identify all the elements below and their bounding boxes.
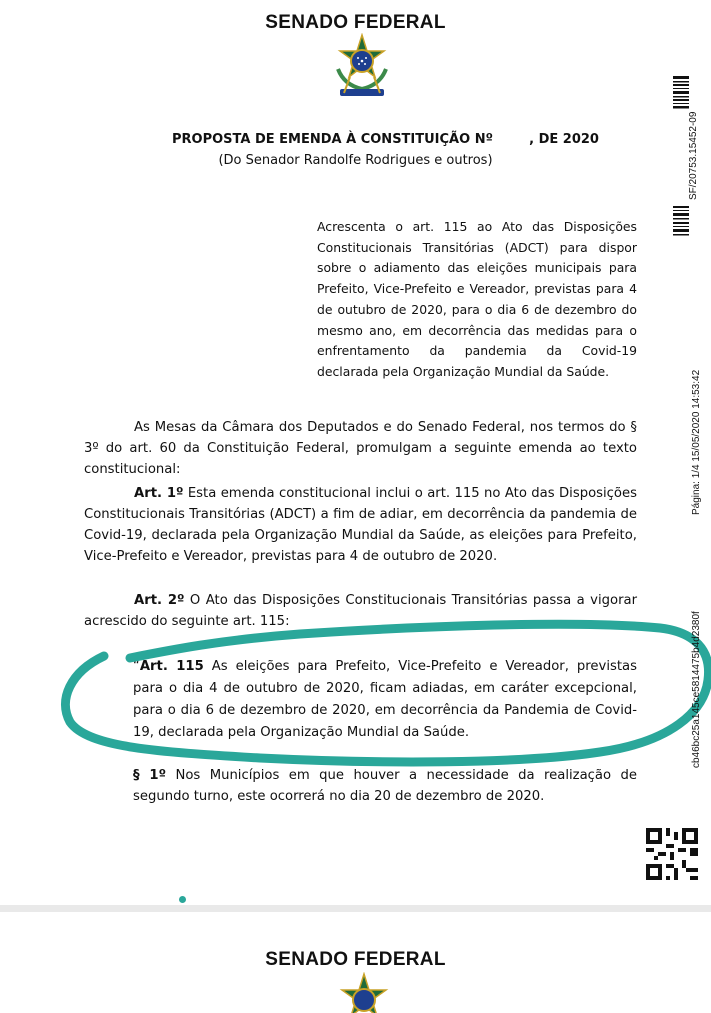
ementa-text: Acrescenta o art. 115 ao Ato das Disposições Constitucionais Transitórias (ADCT) para dispor sobre o adiamento das eleições municipais para Prefeito, Vice-Prefeito e Vereador, previstas para 4 de outubro de 2020, para o dia 6 de dezembro do mesmo ano, em decorrência das medidas para o enfrentamento da pandemia da Covid-19 declarada pela Organização Mundial da Saúde. (317, 219, 637, 379)
document-page-2 (0, 912, 711, 1013)
article-2-text: O Ato das Disposições Constitucionais Transitórias passa a vigorar acrescido do seguinte art. 115: (84, 593, 637, 629)
article-2-label: Art. 2º (134, 593, 185, 608)
paragraph-1-label: § 1º (133, 768, 167, 783)
article-1-text: Esta emenda constitucional inclui o art. 115 no Ato das Disposições Constitucionais Transitórias (ADCT) a fim de adiar, em decorrência da pandemia de Covid-19, declarada pela Organização Mundial da Saúde, as eleições para Prefeito, Vice-Prefeito e Vereador, previstas para 4 de outubro de 2020. (84, 486, 637, 564)
institution-title: SENADO FEDERAL (265, 12, 446, 33)
proposal-author: (Do Senador Randolfe Rodrigues e outros) (218, 153, 493, 168)
article-115-text: As eleições para Prefeito, Vice-Prefeito e Vereador, previstas para o dia 4 de outubro de 2020, ficam adiadas, em caráter excepcional, para o dia 6 de dezembro de 2020, em decorrência da Pandemia de Covid-19, declarada pela Organização Mundial da Saúde. (133, 659, 637, 740)
proposal-title: PROPOSTA DE EMENDA À CONSTITUIÇÃO Nº , DE 2020 (172, 132, 599, 147)
qr-code-icon (646, 828, 698, 880)
barcode-icon (673, 76, 689, 236)
preamble-text: As Mesas da Câmara dos Deputados e do Senado Federal, nos termos do § 3º do art. 60 da Constituição Federal, promulgam a seguinte emenda ao texto constitucional: (84, 420, 637, 477)
article-115-quote: “ (133, 659, 140, 674)
page-2-coat-of-arms-icon (332, 972, 396, 1013)
paragraph-1-text: Nos Municípios em que houver a necessidade da realização de segundo turno, este ocorrerá no dia 20 de dezembro de 2020. (133, 768, 637, 804)
page-info: Página: 1/4 15/05/2020 14:53:42 (691, 369, 702, 515)
document-code: SF/20753.15452-09 (688, 111, 699, 200)
article-1-label: Art. 1º (134, 486, 184, 501)
page-2-institution-title: SENADO FEDERAL (265, 949, 446, 970)
highlight-dot (179, 896, 186, 903)
document-hash: cb46bc25a145ce5814475b4d2380f (691, 611, 702, 768)
page-separator (0, 905, 711, 912)
article-115-label: Art. 115 (139, 659, 204, 674)
